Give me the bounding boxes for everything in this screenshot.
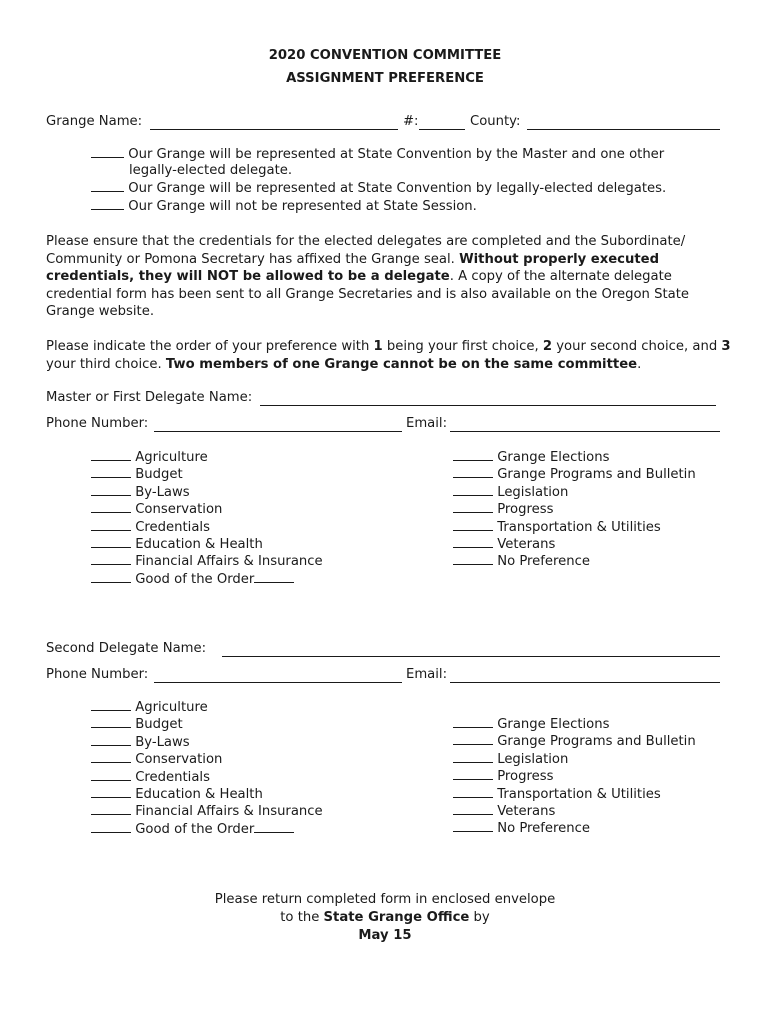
second-delegate-name-field[interactable] xyxy=(222,656,720,657)
footer-line-1: Please return completed form in enclosed envelope xyxy=(214,892,556,907)
committee-rank-field[interactable] xyxy=(453,501,493,513)
committee-label: Veterans xyxy=(497,536,556,552)
first-delegate-phone-label: Phone Number: xyxy=(46,416,149,431)
committee-rank-field[interactable] xyxy=(91,553,131,565)
committee-item xyxy=(453,536,696,553)
committee-label: Education & Health xyxy=(135,786,263,802)
pref-warning: Two members of one Grange cannot be on the same committee xyxy=(165,356,638,372)
committee-rank-field[interactable] xyxy=(91,786,131,798)
committee-label: Veterans xyxy=(497,803,556,819)
representation-option-2 xyxy=(91,180,666,198)
footer-prefix: to the xyxy=(280,910,324,925)
credentials-text-2: . A copy of the alternate delegate credential form has been sent to all Grange Secretaries and is also available on the Oregon State Grange website. xyxy=(46,269,689,319)
committee-label: Budget xyxy=(135,717,183,733)
committee-rank-field[interactable] xyxy=(453,484,493,496)
first-delegate-email-label: Email: xyxy=(406,416,448,431)
second-delegate-phone-label: Phone Number: xyxy=(46,667,149,682)
committee-item xyxy=(91,751,323,768)
committee-label: Education & Health xyxy=(135,536,263,552)
committee-label: No Preference xyxy=(497,554,591,570)
committee-rank-field[interactable] xyxy=(453,768,493,780)
committee-rank-field[interactable] xyxy=(91,466,131,478)
committee-label: Credentials xyxy=(135,769,210,785)
representation-text-2: Our Grange will be represented at State Convention by legally-elected delegates. xyxy=(128,181,667,196)
committee-label: Budget xyxy=(135,467,183,483)
committee-label: By-Laws xyxy=(135,734,190,750)
credentials-warning: Without properly executed credentials, they will NOT be allowed to be a delegate xyxy=(46,251,660,284)
committee-item xyxy=(453,501,696,518)
committee-rank-field[interactable] xyxy=(453,803,493,815)
second-delegate-left-committees xyxy=(91,699,323,838)
footer-deadline: May 15 xyxy=(358,928,412,943)
pref-text-a: Please indicate the order of your preference with xyxy=(46,339,374,354)
committee-item xyxy=(91,716,323,733)
second-delegate-name-label: Second Delegate Name: xyxy=(46,641,207,656)
footer-line-2 xyxy=(0,909,770,927)
committee-label: Agriculture xyxy=(135,700,208,715)
committee-rank-field[interactable] xyxy=(453,449,493,461)
second-delegate-email-field[interactable] xyxy=(450,682,720,683)
committee-item xyxy=(91,821,323,838)
pref-num-1: 1 xyxy=(373,339,383,354)
committee-label: Agriculture xyxy=(135,450,208,465)
committee-item xyxy=(453,820,696,837)
committee-item xyxy=(91,536,323,553)
committee-item xyxy=(91,484,323,501)
committee-item xyxy=(91,519,323,536)
pref-num-2: 2 xyxy=(542,339,553,354)
county-field[interactable] xyxy=(527,129,720,130)
committee-rank-field[interactable] xyxy=(453,751,493,763)
committee-rank-field[interactable] xyxy=(91,751,131,763)
committee-label: Grange Programs and Bulletin xyxy=(497,734,696,750)
form-subtitle: ASSIGNMENT PREFERENCE xyxy=(286,71,484,86)
committee-label: Legislation xyxy=(497,751,569,767)
grange-name-field[interactable] xyxy=(150,129,398,130)
committee-label: Financial Affairs & Insurance xyxy=(135,804,323,820)
committee-rank-field[interactable] xyxy=(453,820,493,832)
committee-rank-field[interactable] xyxy=(91,803,131,815)
second-delegate-phone-field[interactable] xyxy=(154,682,402,683)
grange-number-label: #: xyxy=(403,114,419,129)
representation-option-1 xyxy=(91,146,664,164)
committee-rank-field[interactable] xyxy=(453,733,493,745)
committee-rank-field[interactable] xyxy=(91,501,131,513)
form-title: 2020 CONVENTION COMMITTEE xyxy=(268,48,502,63)
committee-label: Credentials xyxy=(135,519,210,535)
committee-label: Good of the Order xyxy=(135,821,255,837)
committee-item xyxy=(91,571,323,588)
preference-paragraph xyxy=(46,338,736,373)
committee-item xyxy=(91,699,323,716)
footer-suffix: by xyxy=(469,910,490,925)
county-label: County: xyxy=(470,114,521,129)
footer-office: State Grange Office xyxy=(323,910,470,925)
committee-item xyxy=(91,769,323,786)
committee-rank-field[interactable] xyxy=(91,536,131,548)
committee-label: Grange Elections xyxy=(497,717,610,732)
first-delegate-name-field[interactable] xyxy=(260,405,716,406)
committee-label: Conservation xyxy=(135,752,223,768)
committee-item xyxy=(453,553,696,570)
pref-text-b: being your first choice, xyxy=(382,339,543,354)
committee-item xyxy=(453,733,696,750)
committee-item xyxy=(91,553,323,570)
committee-rank-field[interactable] xyxy=(91,821,131,833)
committee-rank-field[interactable] xyxy=(91,571,131,583)
credentials-text-1: Please ensure that the credentials for the elected delegates are completed and the Subordinate/ Community or Pomona Secretary has affixed the Grange seal. xyxy=(46,234,686,267)
committee-extra-field[interactable] xyxy=(254,821,294,833)
committee-rank-field[interactable] xyxy=(91,716,131,728)
committee-item xyxy=(453,803,696,820)
credentials-paragraph xyxy=(46,233,736,321)
committee-item xyxy=(91,803,323,820)
committee-extra-field[interactable] xyxy=(254,571,294,583)
committee-item xyxy=(91,466,323,483)
committee-item xyxy=(453,751,696,768)
committee-item xyxy=(453,484,696,501)
committee-label: Grange Programs and Bulletin xyxy=(497,467,696,483)
committee-rank-field[interactable] xyxy=(453,466,493,478)
second-delegate-right-committees xyxy=(453,716,696,838)
representation-option-3 xyxy=(91,198,477,216)
grange-number-field[interactable] xyxy=(419,129,465,130)
pref-text-c: your second choice, and xyxy=(552,339,722,354)
committee-rank-field[interactable] xyxy=(91,449,131,461)
pref-num-3: 3 xyxy=(721,339,731,354)
committee-item xyxy=(91,786,323,803)
committee-item xyxy=(453,519,696,536)
committee-rank-field[interactable] xyxy=(453,716,493,728)
committee-rank-field[interactable] xyxy=(453,553,493,565)
committee-rank-field[interactable] xyxy=(91,484,131,496)
grange-name-label: Grange Name: xyxy=(46,114,143,129)
committee-rank-field[interactable] xyxy=(91,519,131,531)
committee-label: Conservation xyxy=(135,502,223,518)
committee-rank-field[interactable] xyxy=(453,786,493,798)
committee-rank-field[interactable] xyxy=(91,769,131,781)
second-delegate-email-label: Email: xyxy=(406,667,448,682)
representation-check-3[interactable] xyxy=(91,198,124,210)
representation-text-3: Our Grange will not be represented at State Session. xyxy=(128,199,477,214)
committee-item xyxy=(91,501,323,518)
committee-label: Legislation xyxy=(497,484,569,500)
committee-label: By-Laws xyxy=(135,484,190,500)
committee-label: Progress xyxy=(497,769,554,785)
first-delegate-right-committees xyxy=(453,449,696,571)
committee-label: Transportation & Utilities xyxy=(497,786,661,802)
committee-rank-field[interactable] xyxy=(453,536,493,548)
committee-item xyxy=(453,768,696,785)
first-delegate-left-committees xyxy=(91,449,323,588)
committee-item xyxy=(91,734,323,751)
committee-label: Grange Elections xyxy=(497,450,610,465)
committee-item xyxy=(453,466,696,483)
committee-item xyxy=(453,449,696,466)
first-delegate-phone-field[interactable] xyxy=(154,431,402,432)
committee-label: Transportation & Utilities xyxy=(497,519,661,535)
committee-item xyxy=(91,449,323,466)
committee-label: Progress xyxy=(497,502,554,518)
committee-label: Good of the Order xyxy=(135,571,255,587)
committee-rank-field[interactable] xyxy=(91,699,131,711)
committee-rank-field[interactable] xyxy=(453,519,493,531)
pref-text-e: . xyxy=(637,356,642,372)
representation-option-1-cont: legally-elected delegate. xyxy=(129,163,293,178)
representation-check-2[interactable] xyxy=(91,180,124,192)
committee-label: No Preference xyxy=(497,821,591,837)
representation-check-1[interactable] xyxy=(91,146,124,158)
committee-rank-field[interactable] xyxy=(91,734,131,746)
committee-label: Financial Affairs & Insurance xyxy=(135,554,323,570)
first-delegate-name-label: Master or First Delegate Name: xyxy=(46,390,253,405)
representation-text-1: Our Grange will be represented at State Convention by the Master and one other xyxy=(128,147,665,162)
committee-item xyxy=(453,716,696,733)
first-delegate-email-field[interactable] xyxy=(450,431,720,432)
committee-item xyxy=(453,786,696,803)
pref-text-d: your third choice. xyxy=(46,356,166,372)
